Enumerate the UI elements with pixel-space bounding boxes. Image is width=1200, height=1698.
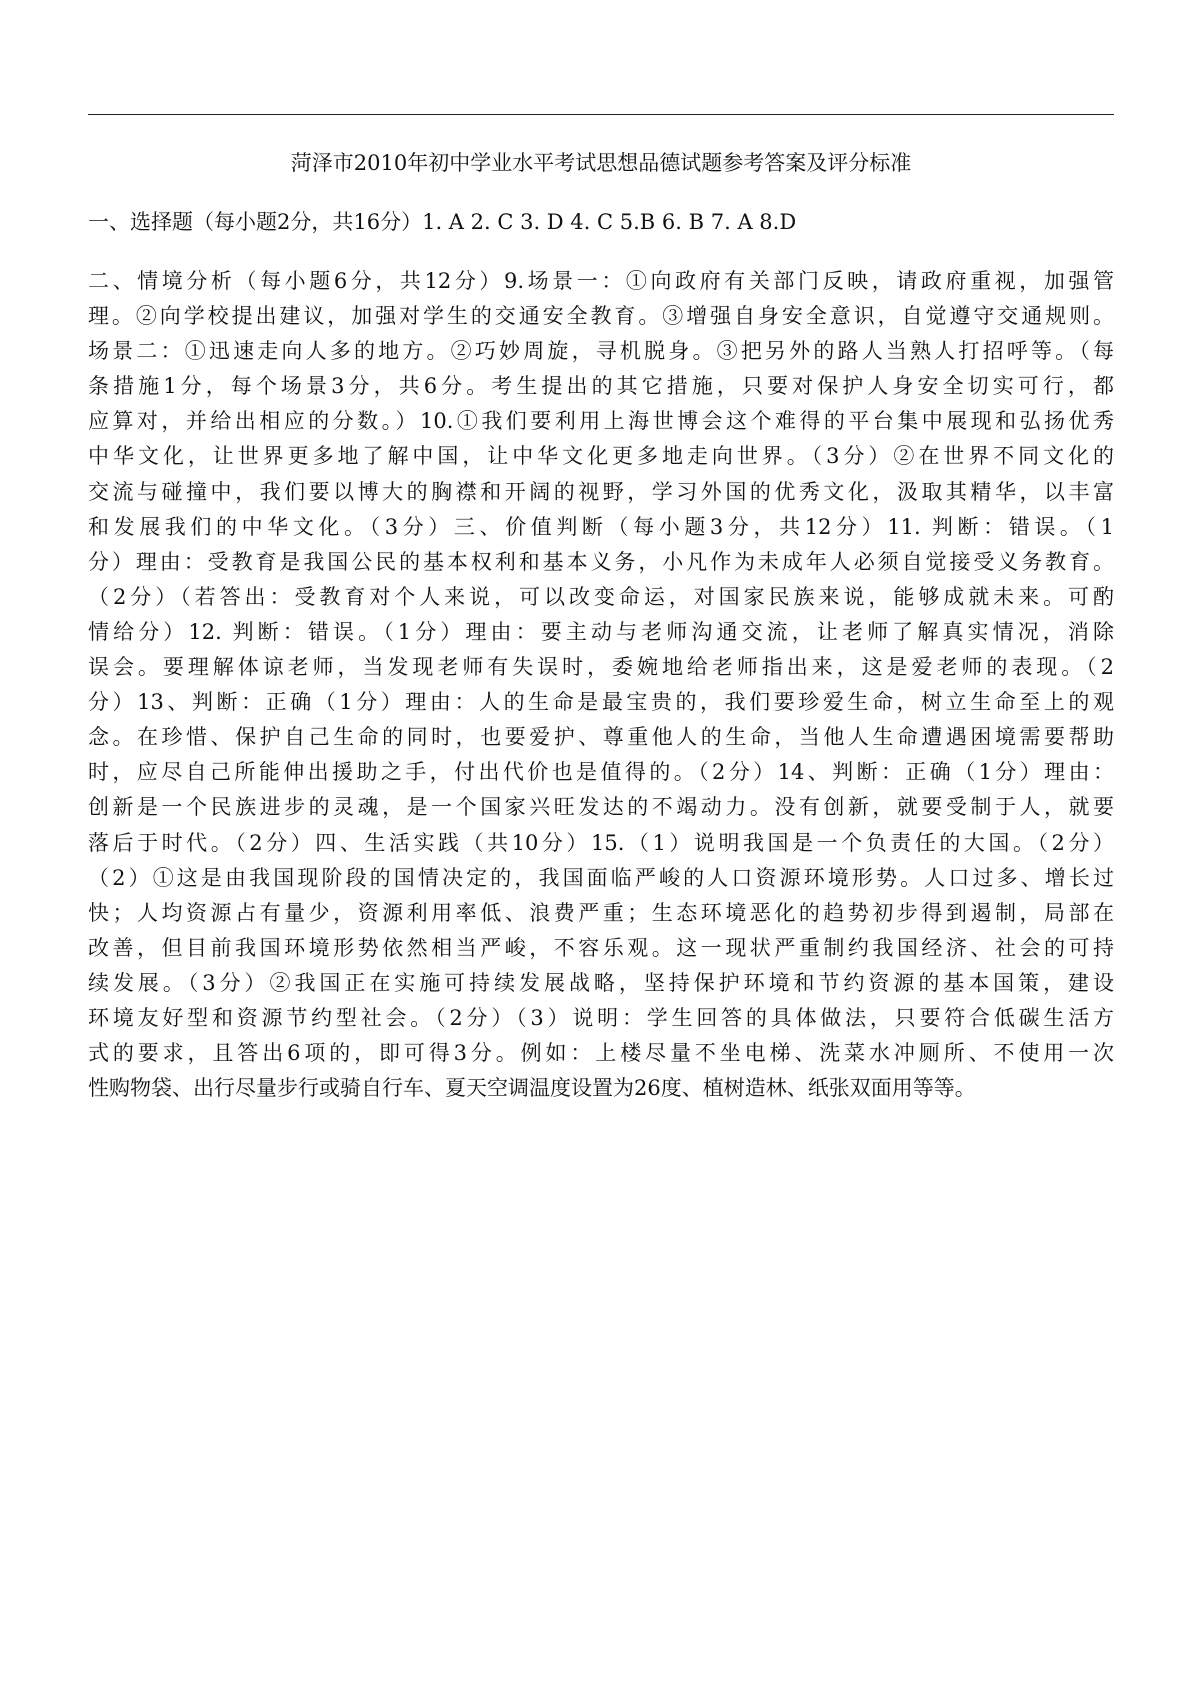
answer-line: 二、情境分析（每小题6分，共12分）9.场景一：①向政府有关部门反映，请政府重视，加强管 xyxy=(88,269,1114,293)
answer-line: 落后于时代。（2分）四、生活实践（共10分）15.（1）说明我国是一个负责任的大国。（2分） xyxy=(88,830,1114,855)
answer-line: 情给分）12. 判断：错误。（1分）理由：要主动与老师沟通交流，让老师了解真实情况，消除 xyxy=(88,619,1114,644)
header-rule xyxy=(88,114,1114,115)
answer-line: 交流与碰撞中，我们要以博大的胸襟和开阔的视野，学习外国的优秀文化，汲取其精华，以丰富 xyxy=(88,479,1114,504)
document-title: 菏泽市2010年初中学业水平考试思想品德试题参考答案及评分标准 xyxy=(290,151,912,175)
answer-line: （2分）（若答出：受教育对个人来说，可以改变命运，对国家民族来说，能够成就未来。可酌 xyxy=(88,584,1114,609)
answer-line: 式的要求，且答出6项的，即可得3分。例如：上楼尽量不坐电梯、洗菜水冲厕所、不使用一次 xyxy=(88,1041,1114,1066)
answer-line: 场景二：①迅速走向人多的地方。②巧妙周旋，寻机脱身。③把另外的路人当熟人打招呼等。（每 xyxy=(88,339,1114,364)
section-answers-body xyxy=(88,264,1114,1106)
answer-line: 改善，但目前我国环境形势依然相当严峻，不容乐观。这一现状严重制约我国经济、社会的可持 xyxy=(88,935,1114,960)
answer-line: 创新是一个民族进步的灵魂，是一个国家兴旺发达的不竭动力。没有创新，就要受制于人，就要 xyxy=(88,795,1114,820)
answer-line: 分）理由：受教育是我国公民的基本权利和基本义务，小凡作为未成年人必须自觉接受义务教育。 xyxy=(88,549,1114,574)
answer-line: 误会。要理解体谅老师，当发现老师有失误时，委婉地给老师指出来，这是爱老师的表现。（2 xyxy=(88,655,1114,680)
answer-line: 念。在珍惜、保护自己生命的同时，也要爱护、尊重他人的生命，当他人生命遭遇困境需要帮助 xyxy=(88,725,1114,750)
answer-line: 理。②向学校提出建议，加强对学生的交通安全教育。③增强自身安全意识，自觉遵守交通规则。 xyxy=(88,304,1114,329)
answer-line: 续发展。（3分）②我国正在实施可持续发展战略，坚持保护环境和节约资源的基本国策，建设 xyxy=(88,970,1114,995)
answer-line: 快；人均资源占有量少，资源利用率低、浪费严重；生态环境恶化的趋势初步得到遏制，局部在 xyxy=(88,900,1114,925)
answer-line: 时，应尽自己所能伸出援助之手，付出代价也是值得的。（2分）14、判断：正确（1分）理由： xyxy=(88,760,1114,785)
answer-line: 条措施1分，每个场景3分，共6分。考生提出的其它措施，只要对保护人身安全切实可行，都 xyxy=(88,374,1114,399)
answer-line: （2）①这是由我国现阶段的国情决定的，我国面临严峻的人口资源环境形势。人口过多、增长过 xyxy=(88,865,1114,890)
answer-line: 性购物袋、出行尽量步行或骑自行车、夏天空调温度设置为26度、植树造林、纸张双面用等等。 xyxy=(88,1076,976,1101)
answer-line: 环境友好型和资源节约型社会。（2分）（3）说明：学生回答的具体做法，只要符合低碳生活方 xyxy=(88,1005,1114,1030)
section-multiple-choice-answers: 一、选择题（每小题2分，共16分）1. A 2. C 3. D 4. C 5.B 6. B 7. A 8.D xyxy=(88,210,797,234)
answer-line: 中华文化，让世界更多地了解中国，让中华文化更多地走向世界。（3分）②在世界不同文化的 xyxy=(88,444,1114,469)
answer-line: 分）13、判断：正确（1分）理由：人的生命是最宝贵的，我们要珍爱生命，树立生命至上的观 xyxy=(88,690,1114,715)
answer-line: 应算对，并给出相应的分数。）10.①我们要利用上海世博会这个难得的平台集中展现和弘扬优秀 xyxy=(88,409,1114,434)
answer-line: 和发展我们的中华文化。（3分）三、价值判断（每小题3分，共12分）11. 判断：错误。（1 xyxy=(88,514,1114,539)
